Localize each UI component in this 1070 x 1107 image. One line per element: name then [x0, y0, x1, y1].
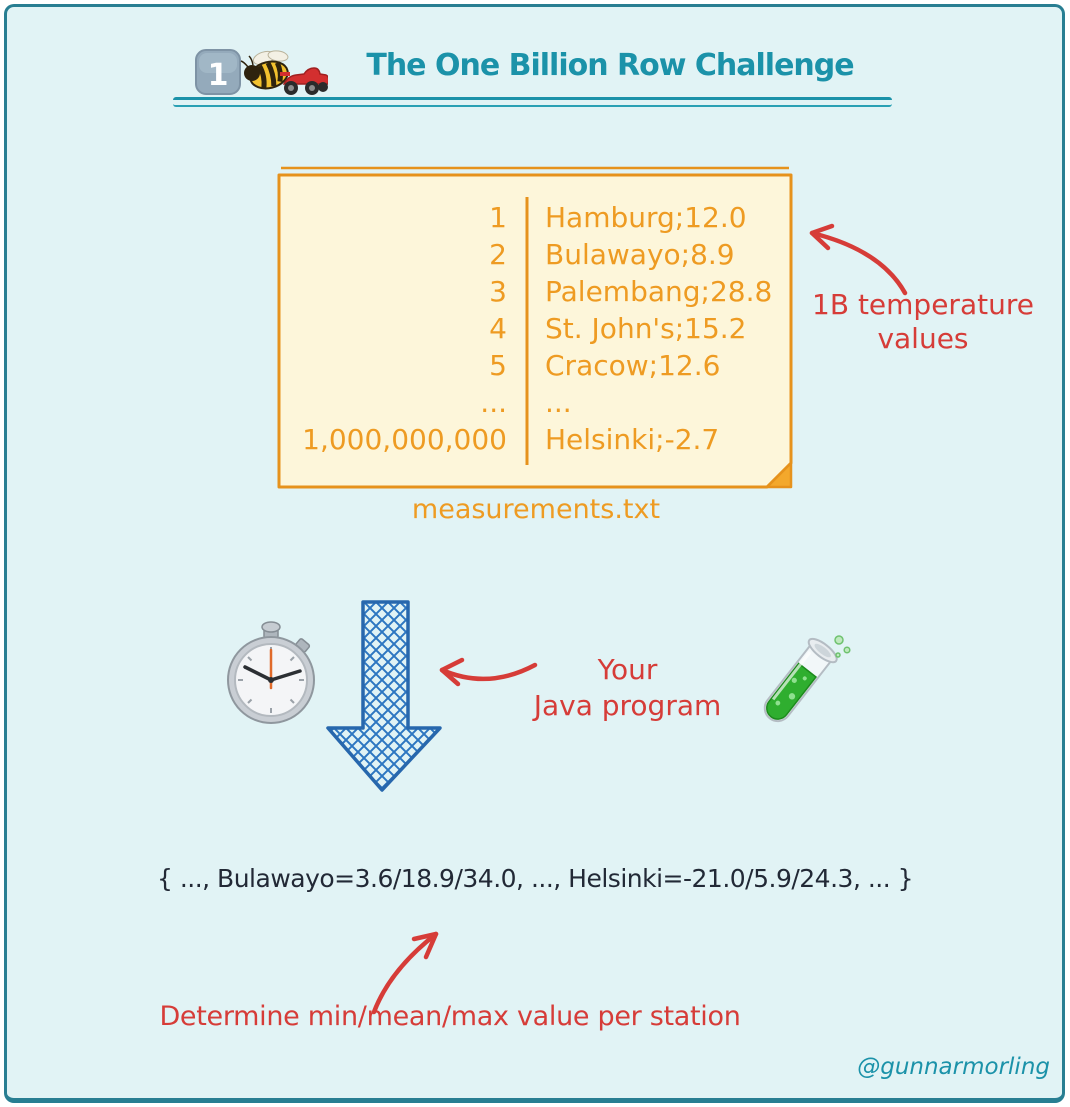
file-row — [275, 199, 797, 236]
station-reading: Palembang;28.8 — [545, 275, 773, 308]
result-line: { ..., Bulawayo=3.6/18.9/34.0, ..., Helsinki=-21.0/5.9/24.3, ... } — [156, 864, 914, 893]
line-number: ... — [480, 386, 507, 419]
filename-label: measurements.txt — [411, 494, 661, 525]
annotation-line: 1B temperature — [812, 288, 1034, 321]
station-reading: Cracow;12.6 — [545, 349, 721, 382]
station-reading: Bulawayo;8.9 — [545, 238, 735, 271]
file-row — [275, 310, 797, 347]
station-reading: St. John's;15.2 — [545, 312, 747, 345]
line-number: 4 — [489, 312, 507, 345]
annotation-line: Your — [597, 653, 658, 686]
test-tube-icon — [735, 626, 855, 746]
title-underline — [173, 97, 892, 107]
station-reading: ... — [545, 386, 572, 419]
svg-text:1: 1 — [207, 58, 229, 93]
annotation-line: values — [877, 322, 969, 355]
temperature-values-annotation — [798, 288, 1048, 356]
line-number: 5 — [489, 349, 507, 382]
author-handle: @gunnarmorling — [857, 1054, 1050, 1080]
down-arrow-icon — [322, 596, 444, 798]
determine-annotation: Determine min/mean/max value per station — [159, 1001, 741, 1032]
file-rows — [275, 199, 797, 458]
file-row — [275, 421, 797, 458]
line-number: 3 — [489, 275, 507, 308]
measurements-file-card — [275, 163, 797, 491]
file-row — [275, 236, 797, 273]
page-title: The One Billion Row Challenge — [366, 48, 854, 83]
header-emoji-group — [192, 42, 328, 100]
station-reading: Helsinki;-2.7 — [545, 423, 720, 456]
one-keycap-icon — [196, 50, 240, 94]
racing-car-icon — [280, 68, 328, 95]
stopwatch-icon — [220, 618, 322, 728]
line-number: 1,000,000,000 — [302, 423, 507, 456]
annotation-line: Java program — [533, 689, 722, 722]
line-number: 2 — [489, 238, 507, 271]
file-row — [275, 347, 797, 384]
line-number: 1 — [489, 201, 507, 234]
station-reading: Hamburg;12.0 — [545, 201, 747, 234]
file-row — [275, 273, 797, 310]
file-row — [275, 384, 797, 421]
java-program-annotation — [525, 652, 730, 724]
